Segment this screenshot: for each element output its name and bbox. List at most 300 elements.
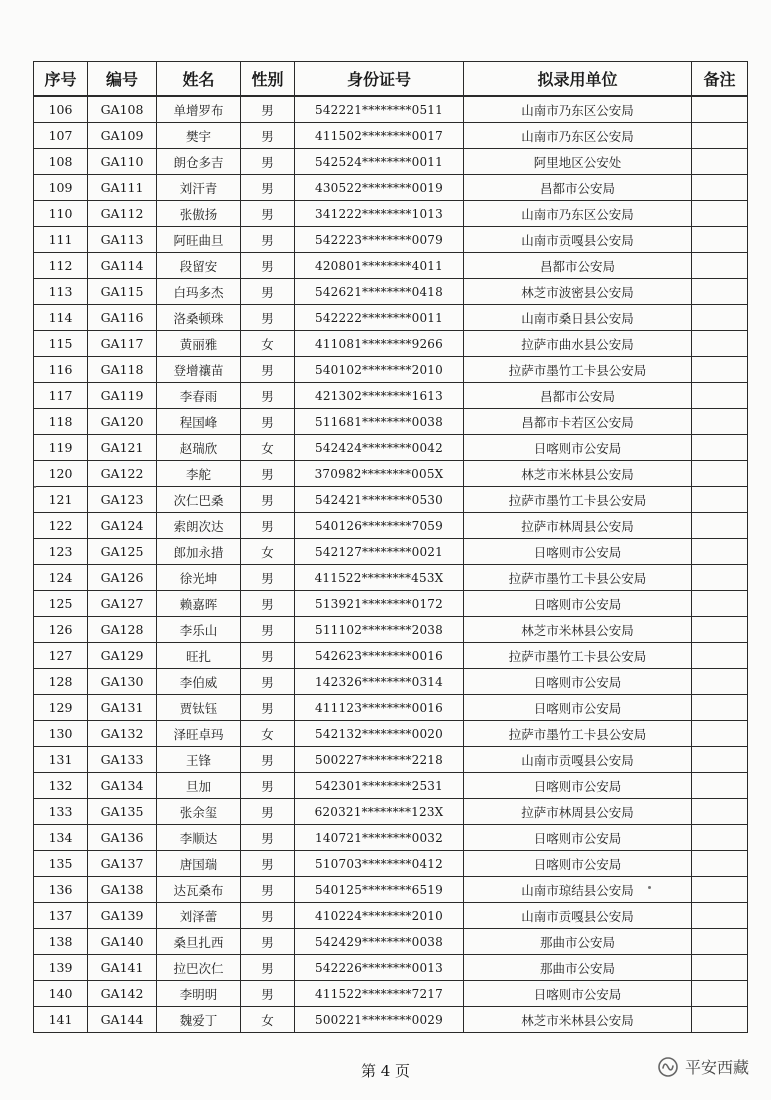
cell-gender: 男	[241, 643, 295, 669]
cell-unit: 山南市贡嘎县公安局	[464, 903, 692, 929]
cell-remarks	[692, 851, 748, 877]
cell-index: 114	[34, 305, 88, 331]
cell-id-number: 411522********7217	[295, 981, 464, 1007]
header-code: 编号	[88, 62, 157, 97]
cell-index: 113	[34, 279, 88, 305]
cell-name: 李顺达	[157, 825, 241, 851]
cell-code: GA121	[88, 435, 157, 461]
cell-unit: 日喀则市公安局	[464, 851, 692, 877]
table-row	[34, 96, 748, 123]
cell-index: 130	[34, 721, 88, 747]
header-remarks: 备注	[692, 62, 748, 97]
cell-unit: 山南市琼结县公安局	[464, 877, 692, 903]
cell-name: 阿旺曲旦	[157, 227, 241, 253]
table-row	[34, 695, 748, 721]
cell-unit: 拉萨市墨竹工卡县公安局	[464, 357, 692, 383]
header-gender: 性别	[241, 62, 295, 97]
table-row	[34, 643, 748, 669]
cell-code: GA137	[88, 851, 157, 877]
cell-remarks	[692, 747, 748, 773]
cell-name: 朗仓多吉	[157, 149, 241, 175]
cell-id-number: 542424********0042	[295, 435, 464, 461]
cell-id-number: 411522********453X	[295, 565, 464, 591]
cell-remarks	[692, 721, 748, 747]
cell-remarks	[692, 799, 748, 825]
cell-gender: 男	[241, 903, 295, 929]
cell-id-number: 620321********123X	[295, 799, 464, 825]
table-row	[34, 955, 748, 981]
cell-id-number: 542429********0038	[295, 929, 464, 955]
table-row	[34, 513, 748, 539]
cell-remarks	[692, 201, 748, 227]
cell-remarks	[692, 253, 748, 279]
cell-code: GA140	[88, 929, 157, 955]
cell-remarks	[692, 513, 748, 539]
cell-code: GA114	[88, 253, 157, 279]
cell-gender: 男	[241, 383, 295, 409]
cell-name: 李乐山	[157, 617, 241, 643]
cell-id-number: 542421********0530	[295, 487, 464, 513]
cell-unit: 山南市桑日县公安局	[464, 305, 692, 331]
table-row	[34, 201, 748, 227]
cell-code: GA108	[88, 96, 157, 123]
cell-name: 旺扎	[157, 643, 241, 669]
cell-code: GA110	[88, 149, 157, 175]
table-row	[34, 409, 748, 435]
cell-index: 137	[34, 903, 88, 929]
cell-id-number: 410224********2010	[295, 903, 464, 929]
cell-name: 李舵	[157, 461, 241, 487]
cell-index: 111	[34, 227, 88, 253]
cell-id-number: 540102********2010	[295, 357, 464, 383]
table-row	[34, 591, 748, 617]
cell-index: 125	[34, 591, 88, 617]
cell-index: 115	[34, 331, 88, 357]
cell-id-number: 542301********2531	[295, 773, 464, 799]
roster-table	[33, 61, 748, 1033]
cell-unit: 林芝市米林县公安局	[464, 1007, 692, 1033]
cell-index: 135	[34, 851, 88, 877]
table-header-row	[34, 62, 748, 97]
scan-speck	[34, 486, 36, 488]
cell-remarks	[692, 1007, 748, 1033]
cell-name: 黄丽雅	[157, 331, 241, 357]
cell-id-number: 540125********6519	[295, 877, 464, 903]
table-row	[34, 825, 748, 851]
table-row	[34, 331, 748, 357]
cell-unit: 那曲市公安局	[464, 929, 692, 955]
cell-gender: 男	[241, 955, 295, 981]
cell-unit: 昌都市公安局	[464, 383, 692, 409]
cell-code: GA123	[88, 487, 157, 513]
cell-gender: 男	[241, 565, 295, 591]
wechat-channel-icon	[657, 1056, 679, 1078]
cell-unit: 山南市贡嘎县公安局	[464, 747, 692, 773]
table-row	[34, 357, 748, 383]
cell-remarks	[692, 565, 748, 591]
cell-remarks	[692, 279, 748, 305]
table-row	[34, 435, 748, 461]
table-row	[34, 565, 748, 591]
cell-code: GA128	[88, 617, 157, 643]
header-id-number: 身份证号	[295, 62, 464, 97]
cell-name: 泽旺卓玛	[157, 721, 241, 747]
cell-id-number: 542127********0021	[295, 539, 464, 565]
cell-code: GA126	[88, 565, 157, 591]
cell-code: GA131	[88, 695, 157, 721]
table-row	[34, 799, 748, 825]
cell-index: 136	[34, 877, 88, 903]
cell-id-number: 370982********005X	[295, 461, 464, 487]
cell-name: 旦加	[157, 773, 241, 799]
cell-name: 张傲扬	[157, 201, 241, 227]
cell-name: 赖嘉晖	[157, 591, 241, 617]
cell-code: GA144	[88, 1007, 157, 1033]
cell-unit: 日喀则市公安局	[464, 435, 692, 461]
cell-gender: 男	[241, 96, 295, 123]
cell-id-number: 542132********0020	[295, 721, 464, 747]
cell-unit: 拉萨市曲水县公安局	[464, 331, 692, 357]
cell-remarks	[692, 227, 748, 253]
cell-name: 魏爱丁	[157, 1007, 241, 1033]
header-unit: 拟录用单位	[464, 62, 692, 97]
cell-id-number: 540126********7059	[295, 513, 464, 539]
cell-remarks	[692, 461, 748, 487]
header-index: 序号	[34, 62, 88, 97]
cell-index: 139	[34, 955, 88, 981]
cell-name: 李明明	[157, 981, 241, 1007]
cell-name: 刘泽蕾	[157, 903, 241, 929]
cell-gender: 男	[241, 877, 295, 903]
cell-name: 拉巴次仁	[157, 955, 241, 981]
cell-name: 登增禳苗	[157, 357, 241, 383]
cell-index: 133	[34, 799, 88, 825]
cell-gender: 女	[241, 721, 295, 747]
cell-remarks	[692, 149, 748, 175]
cell-index: 119	[34, 435, 88, 461]
cell-gender: 男	[241, 175, 295, 201]
cell-code: GA129	[88, 643, 157, 669]
cell-id-number: 542221********0511	[295, 96, 464, 123]
table-row	[34, 851, 748, 877]
cell-id-number: 542223********0079	[295, 227, 464, 253]
cell-id-number: 542524********0011	[295, 149, 464, 175]
table-row	[34, 227, 748, 253]
cell-gender: 男	[241, 669, 295, 695]
cell-gender: 男	[241, 357, 295, 383]
cell-gender: 男	[241, 409, 295, 435]
cell-gender: 男	[241, 747, 295, 773]
table-row	[34, 929, 748, 955]
cell-index: 108	[34, 149, 88, 175]
cell-index: 120	[34, 461, 88, 487]
cell-remarks	[692, 357, 748, 383]
cell-id-number: 542226********0013	[295, 955, 464, 981]
cell-id-number: 142326********0314	[295, 669, 464, 695]
cell-index: 138	[34, 929, 88, 955]
cell-index: 123	[34, 539, 88, 565]
cell-unit: 林芝市米林县公安局	[464, 461, 692, 487]
cell-unit: 昌都市公安局	[464, 253, 692, 279]
cell-remarks	[692, 903, 748, 929]
cell-name: 洛桑顿珠	[157, 305, 241, 331]
cell-code: GA142	[88, 981, 157, 1007]
cell-id-number: 510703********0412	[295, 851, 464, 877]
cell-gender: 男	[241, 981, 295, 1007]
cell-id-number: 411502********0017	[295, 123, 464, 149]
cell-unit: 昌都市公安局	[464, 175, 692, 201]
cell-gender: 男	[241, 513, 295, 539]
cell-id-number: 140721********0032	[295, 825, 464, 851]
page-number: 第 4 页	[360, 1062, 411, 1080]
table-row	[34, 747, 748, 773]
cell-unit: 日喀则市公安局	[464, 669, 692, 695]
table-row	[34, 617, 748, 643]
cell-code: GA116	[88, 305, 157, 331]
cell-gender: 女	[241, 1007, 295, 1033]
cell-unit: 日喀则市公安局	[464, 981, 692, 1007]
table-row	[34, 1007, 748, 1033]
cell-id-number: 411123********0016	[295, 695, 464, 721]
cell-id-number: 421302********1613	[295, 383, 464, 409]
cell-index: 129	[34, 695, 88, 721]
cell-id-number: 411081********9266	[295, 331, 464, 357]
cell-gender: 男	[241, 929, 295, 955]
cell-code: GA134	[88, 773, 157, 799]
cell-remarks	[692, 123, 748, 149]
cell-code: GA112	[88, 201, 157, 227]
cell-name: 索朗次达	[157, 513, 241, 539]
cell-index: 117	[34, 383, 88, 409]
cell-unit: 林芝市波密县公安局	[464, 279, 692, 305]
cell-unit: 拉萨市墨竹工卡县公安局	[464, 643, 692, 669]
cell-gender: 男	[241, 201, 295, 227]
cell-id-number: 341222********1013	[295, 201, 464, 227]
cell-remarks	[692, 617, 748, 643]
cell-index: 122	[34, 513, 88, 539]
cell-unit: 阿里地区公安处	[464, 149, 692, 175]
cell-gender: 男	[241, 591, 295, 617]
table-row	[34, 773, 748, 799]
cell-index: 128	[34, 669, 88, 695]
cell-name: 樊宇	[157, 123, 241, 149]
table-row	[34, 669, 748, 695]
cell-id-number: 511681********0038	[295, 409, 464, 435]
cell-unit: 日喀则市公安局	[464, 695, 692, 721]
cell-code: GA124	[88, 513, 157, 539]
cell-gender: 男	[241, 279, 295, 305]
cell-remarks	[692, 643, 748, 669]
cell-gender: 女	[241, 331, 295, 357]
table-row	[34, 877, 748, 903]
cell-remarks	[692, 331, 748, 357]
cell-remarks	[692, 487, 748, 513]
cell-remarks	[692, 877, 748, 903]
cell-gender: 男	[241, 305, 295, 331]
cell-name: 次仁巴桑	[157, 487, 241, 513]
cell-index: 116	[34, 357, 88, 383]
cell-gender: 男	[241, 461, 295, 487]
cell-code: GA117	[88, 331, 157, 357]
cell-remarks	[692, 539, 748, 565]
cell-name: 徐光坤	[157, 565, 241, 591]
table-row	[34, 149, 748, 175]
cell-name: 白玛多杰	[157, 279, 241, 305]
cell-unit: 拉萨市林周县公安局	[464, 799, 692, 825]
cell-name: 达瓦桑布	[157, 877, 241, 903]
table-row	[34, 253, 748, 279]
header-name: 姓名	[157, 62, 241, 97]
cell-remarks	[692, 591, 748, 617]
watermark-text: 平安西藏	[684, 1058, 749, 1077]
cell-code: GA115	[88, 279, 157, 305]
cell-remarks	[692, 929, 748, 955]
cell-unit: 日喀则市公安局	[464, 773, 692, 799]
cell-id-number: 500221********0029	[295, 1007, 464, 1033]
cell-code: GA120	[88, 409, 157, 435]
cell-index: 131	[34, 747, 88, 773]
cell-index: 112	[34, 253, 88, 279]
cell-index: 141	[34, 1007, 88, 1033]
cell-code: GA132	[88, 721, 157, 747]
table-row	[34, 279, 748, 305]
table-row	[34, 123, 748, 149]
cell-remarks	[692, 825, 748, 851]
cell-id-number: 420801********4011	[295, 253, 464, 279]
cell-code: GA113	[88, 227, 157, 253]
cell-unit: 昌都市卡若区公安局	[464, 409, 692, 435]
cell-id-number: 511102********2038	[295, 617, 464, 643]
cell-code: GA122	[88, 461, 157, 487]
cell-name: 桑旦扎西	[157, 929, 241, 955]
table-row	[34, 383, 748, 409]
cell-name: 赵瑞欣	[157, 435, 241, 461]
cell-index: 124	[34, 565, 88, 591]
cell-gender: 男	[241, 253, 295, 279]
cell-unit: 拉萨市墨竹工卡县公安局	[464, 721, 692, 747]
cell-name: 张余玺	[157, 799, 241, 825]
cell-code: GA118	[88, 357, 157, 383]
table-row	[34, 461, 748, 487]
cell-index: 110	[34, 201, 88, 227]
cell-remarks	[692, 955, 748, 981]
cell-id-number: 430522********0019	[295, 175, 464, 201]
cell-gender: 男	[241, 695, 295, 721]
cell-gender: 男	[241, 773, 295, 799]
cell-remarks	[692, 773, 748, 799]
scan-speck	[648, 886, 651, 889]
table-row	[34, 305, 748, 331]
cell-unit: 日喀则市公安局	[464, 591, 692, 617]
cell-name: 程国峰	[157, 409, 241, 435]
cell-code: GA109	[88, 123, 157, 149]
cell-remarks	[692, 383, 748, 409]
cell-name: 刘汗青	[157, 175, 241, 201]
cell-unit: 日喀则市公安局	[464, 539, 692, 565]
cell-unit: 山南市乃东区公安局	[464, 201, 692, 227]
cell-remarks	[692, 305, 748, 331]
cell-code: GA111	[88, 175, 157, 201]
table-body	[34, 96, 748, 1033]
cell-gender: 女	[241, 435, 295, 461]
cell-unit: 山南市乃东区公安局	[464, 123, 692, 149]
cell-id-number: 513921********0172	[295, 591, 464, 617]
cell-remarks	[692, 175, 748, 201]
cell-name: 李伯威	[157, 669, 241, 695]
cell-name: 唐国瑞	[157, 851, 241, 877]
cell-code: GA139	[88, 903, 157, 929]
cell-code: GA141	[88, 955, 157, 981]
table-row	[34, 487, 748, 513]
cell-id-number: 542222********0011	[295, 305, 464, 331]
cell-gender: 男	[241, 851, 295, 877]
cell-remarks	[692, 435, 748, 461]
cell-gender: 男	[241, 617, 295, 643]
cell-unit: 拉萨市墨竹工卡县公安局	[464, 487, 692, 513]
cell-unit: 那曲市公安局	[464, 955, 692, 981]
cell-remarks	[692, 96, 748, 123]
cell-code: GA136	[88, 825, 157, 851]
cell-remarks	[692, 981, 748, 1007]
cell-index: 107	[34, 123, 88, 149]
cell-gender: 男	[241, 149, 295, 175]
cell-unit: 山南市乃东区公安局	[464, 96, 692, 123]
cell-unit: 拉萨市墨竹工卡县公安局	[464, 565, 692, 591]
table-row	[34, 903, 748, 929]
cell-index: 121	[34, 487, 88, 513]
cell-gender: 男	[241, 799, 295, 825]
cell-gender: 男	[241, 123, 295, 149]
cell-index: 126	[34, 617, 88, 643]
cell-index: 132	[34, 773, 88, 799]
table-row	[34, 981, 748, 1007]
cell-unit: 林芝市米林县公安局	[464, 617, 692, 643]
cell-id-number: 500227********2218	[295, 747, 464, 773]
cell-index: 127	[34, 643, 88, 669]
watermark	[657, 1055, 749, 1078]
cell-code: GA125	[88, 539, 157, 565]
cell-id-number: 542621********0418	[295, 279, 464, 305]
cell-index: 109	[34, 175, 88, 201]
cell-code: GA133	[88, 747, 157, 773]
cell-index: 140	[34, 981, 88, 1007]
cell-code: GA135	[88, 799, 157, 825]
cell-code: GA127	[88, 591, 157, 617]
cell-gender: 男	[241, 227, 295, 253]
cell-remarks	[692, 409, 748, 435]
cell-index: 118	[34, 409, 88, 435]
table-row	[34, 721, 748, 747]
cell-name: 贾钛钰	[157, 695, 241, 721]
cell-code: GA119	[88, 383, 157, 409]
cell-code: GA138	[88, 877, 157, 903]
cell-gender: 男	[241, 825, 295, 851]
cell-remarks	[692, 695, 748, 721]
cell-unit: 拉萨市林周县公安局	[464, 513, 692, 539]
cell-gender: 男	[241, 487, 295, 513]
cell-code: GA130	[88, 669, 157, 695]
cell-index: 106	[34, 96, 88, 123]
cell-name: 单增罗布	[157, 96, 241, 123]
cell-id-number: 542623********0016	[295, 643, 464, 669]
cell-name: 王锋	[157, 747, 241, 773]
cell-unit: 日喀则市公安局	[464, 825, 692, 851]
cell-remarks	[692, 669, 748, 695]
table-row	[34, 539, 748, 565]
table-row	[34, 175, 748, 201]
cell-name: 段留安	[157, 253, 241, 279]
cell-gender: 女	[241, 539, 295, 565]
